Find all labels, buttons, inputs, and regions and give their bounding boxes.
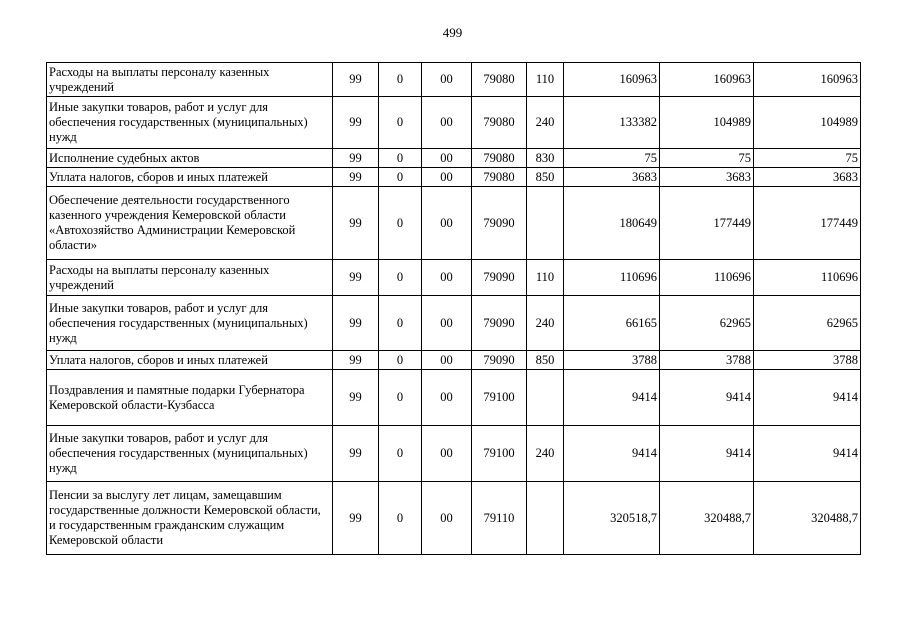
row-sum-3: 9414 (754, 426, 861, 482)
row-sum-3: 177449 (754, 187, 861, 260)
row-code-2: 0 (379, 260, 422, 296)
row-code-5: 850 (527, 168, 564, 187)
row-code-5: 240 (527, 296, 564, 351)
row-code-3: 00 (422, 351, 472, 370)
row-code-2: 0 (379, 149, 422, 168)
row-code-3: 00 (422, 296, 472, 351)
row-sum-3: 9414 (754, 370, 861, 426)
row-code-2: 0 (379, 426, 422, 482)
row-code-2: 0 (379, 168, 422, 187)
table-row (47, 370, 861, 426)
row-code-1: 99 (333, 370, 379, 426)
row-code-1: 99 (333, 296, 379, 351)
row-code-2: 0 (379, 97, 422, 149)
row-code-5: 850 (527, 351, 564, 370)
row-name: Пенсии за выслугу лет лицам, замещавшим государственные должности Кемеровской области, и государственным гражданским служащим Кемеровской области (47, 482, 333, 555)
table-row (47, 482, 861, 555)
table-row (47, 426, 861, 482)
row-sum-1: 9414 (564, 426, 660, 482)
row-sum-2: 160963 (660, 63, 754, 97)
row-code-2: 0 (379, 351, 422, 370)
row-code-5: 110 (527, 260, 564, 296)
row-sum-2: 75 (660, 149, 754, 168)
row-code-1: 99 (333, 149, 379, 168)
table-row (47, 187, 861, 260)
table-row (47, 97, 861, 149)
row-sum-1: 133382 (564, 97, 660, 149)
row-sum-1: 180649 (564, 187, 660, 260)
row-code-2: 0 (379, 187, 422, 260)
row-sum-2: 3683 (660, 168, 754, 187)
row-code-3: 00 (422, 187, 472, 260)
row-sum-3: 320488,7 (754, 482, 861, 555)
row-code-1: 99 (333, 260, 379, 296)
row-code-4: 79090 (472, 260, 527, 296)
row-sum-2: 62965 (660, 296, 754, 351)
row-code-1: 99 (333, 168, 379, 187)
row-code-4: 79080 (472, 97, 527, 149)
row-code-4: 79090 (472, 187, 527, 260)
row-code-5: 830 (527, 149, 564, 168)
row-code-3: 00 (422, 63, 472, 97)
row-sum-1: 75 (564, 149, 660, 168)
row-code-5: 240 (527, 97, 564, 149)
row-name: Обеспечение деятельности государственного казенного учреждения Кемеровской области «Автохозяйство Администрации Кемеровской области» (47, 187, 333, 260)
table-row (47, 260, 861, 296)
table-row (47, 351, 861, 370)
row-code-1: 99 (333, 63, 379, 97)
row-code-4: 79100 (472, 370, 527, 426)
row-code-4: 79080 (472, 149, 527, 168)
row-name: Иные закупки товаров, работ и услуг для обеспечения государственных (муниципальных) нужд (47, 97, 333, 149)
row-name: Исполнение судебных актов (47, 149, 333, 168)
row-code-1: 99 (333, 351, 379, 370)
row-code-2: 0 (379, 482, 422, 555)
budget-table (46, 62, 861, 555)
row-code-5: 110 (527, 63, 564, 97)
row-name: Расходы на выплаты персоналу казенных учреждений (47, 260, 333, 296)
row-sum-2: 110696 (660, 260, 754, 296)
row-code-5 (527, 482, 564, 555)
row-sum-3: 160963 (754, 63, 861, 97)
row-sum-2: 320488,7 (660, 482, 754, 555)
row-code-3: 00 (422, 97, 472, 149)
row-sum-2: 9414 (660, 426, 754, 482)
row-code-5 (527, 370, 564, 426)
table-row (47, 168, 861, 187)
page-number: 499 (442, 25, 463, 40)
row-sum-2: 9414 (660, 370, 754, 426)
row-code-4: 79100 (472, 426, 527, 482)
row-code-4: 79090 (472, 296, 527, 351)
row-sum-1: 110696 (564, 260, 660, 296)
row-code-4: 79090 (472, 351, 527, 370)
row-sum-2: 177449 (660, 187, 754, 260)
row-sum-3: 104989 (754, 97, 861, 149)
row-code-1: 99 (333, 187, 379, 260)
row-code-3: 00 (422, 149, 472, 168)
row-name: Иные закупки товаров, работ и услуг для обеспечения государственных (муниципальных) нужд (47, 426, 333, 482)
row-sum-1: 160963 (564, 63, 660, 97)
row-sum-3: 62965 (754, 296, 861, 351)
row-sum-1: 3683 (564, 168, 660, 187)
row-code-4: 79080 (472, 168, 527, 187)
row-code-5 (527, 187, 564, 260)
row-name: Уплата налогов, сборов и иных платежей (47, 351, 333, 370)
row-sum-2: 104989 (660, 97, 754, 149)
row-sum-1: 66165 (564, 296, 660, 351)
table-row (47, 149, 861, 168)
row-code-1: 99 (333, 482, 379, 555)
row-sum-3: 3683 (754, 168, 861, 187)
row-sum-1: 320518,7 (564, 482, 660, 555)
row-sum-2: 3788 (660, 351, 754, 370)
row-sum-1: 9414 (564, 370, 660, 426)
row-code-2: 0 (379, 296, 422, 351)
row-sum-3: 110696 (754, 260, 861, 296)
row-sum-3: 3788 (754, 351, 861, 370)
row-name: Уплата налогов, сборов и иных платежей (47, 168, 333, 187)
row-code-5: 240 (527, 426, 564, 482)
row-sum-3: 75 (754, 149, 861, 168)
row-code-3: 00 (422, 370, 472, 426)
row-sum-1: 3788 (564, 351, 660, 370)
table-row (47, 296, 861, 351)
row-code-2: 0 (379, 370, 422, 426)
row-code-4: 79080 (472, 63, 527, 97)
row-code-3: 00 (422, 168, 472, 187)
row-code-1: 99 (333, 426, 379, 482)
row-code-3: 00 (422, 260, 472, 296)
row-code-3: 00 (422, 426, 472, 482)
row-code-3: 00 (422, 482, 472, 555)
row-name: Поздравления и памятные подарки Губернатора Кемеровской области-Кузбасса (47, 370, 333, 426)
row-name: Расходы на выплаты персоналу казенных учреждений (47, 63, 333, 97)
row-code-4: 79110 (472, 482, 527, 555)
row-code-1: 99 (333, 97, 379, 149)
table-row (47, 63, 861, 97)
row-name: Иные закупки товаров, работ и услуг для обеспечения государственных (муниципальных) нужд (47, 296, 333, 351)
row-code-2: 0 (379, 63, 422, 97)
